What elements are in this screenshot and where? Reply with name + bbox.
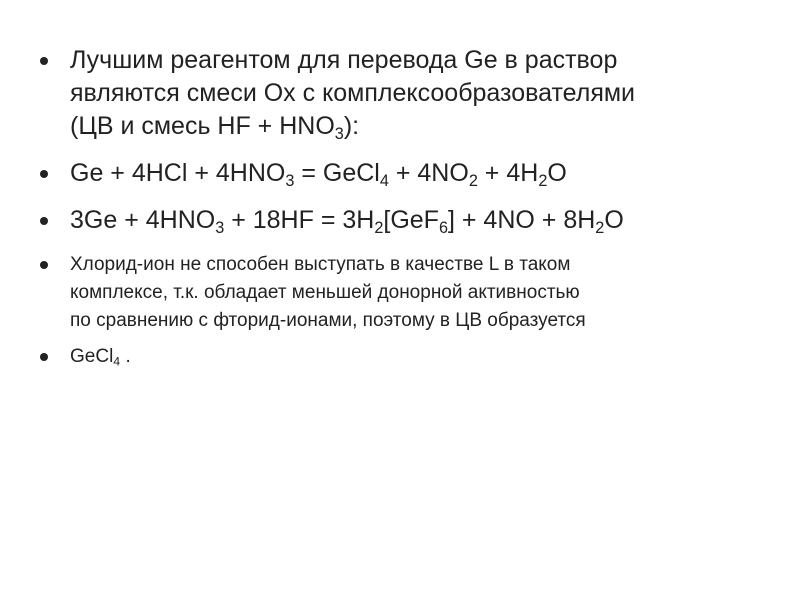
text-run: O bbox=[604, 206, 624, 234]
bullet-text-line: являются смеси Ox с комплексообразователями bbox=[70, 79, 636, 107]
bullet-dot-icon bbox=[40, 217, 48, 225]
text-run: + 18HF = 3H bbox=[224, 206, 375, 234]
subscript: 2 bbox=[595, 218, 605, 237]
text-run: GeCl bbox=[70, 346, 114, 367]
subscript: 6 bbox=[438, 218, 448, 237]
bullet-list bbox=[40, 44, 760, 379]
text-run: ): bbox=[343, 112, 360, 140]
bullet-text-line: Хлорид-ион не способен выступать в качестве L в таком bbox=[70, 254, 571, 275]
bullet-equation-hf bbox=[40, 204, 760, 237]
text-run: [GeF bbox=[383, 206, 439, 234]
formula-line bbox=[70, 343, 760, 371]
subscript: 2 bbox=[468, 171, 478, 190]
bullet-dot-icon bbox=[40, 57, 48, 65]
subscript: 3 bbox=[285, 171, 295, 190]
equation-line bbox=[70, 204, 760, 237]
subscript: 3 bbox=[215, 218, 225, 237]
text-run: ] + 4NO + 8H bbox=[448, 206, 596, 234]
text-run: Ge + 4HCl + 4HNO bbox=[70, 159, 286, 187]
bullet-text-line: Лучшим реагентом для перевода Ge в раствор bbox=[70, 46, 618, 74]
subscript: 4 bbox=[379, 171, 389, 190]
bullet-dot-icon bbox=[40, 170, 48, 178]
subscript: 2 bbox=[538, 171, 548, 190]
bullet-text-line: по сравнению с фторид-ионами, поэтому в ЦВ образуется bbox=[70, 310, 586, 331]
subscript: 2 bbox=[374, 218, 384, 237]
text-run: 3Ge + 4HNO bbox=[70, 206, 216, 234]
bullet-dot-icon bbox=[40, 353, 48, 361]
bullet-dot-icon bbox=[40, 261, 48, 269]
subscript: 3 bbox=[334, 124, 344, 143]
text-run: + 4NO bbox=[388, 159, 469, 187]
text-run: (ЦВ и смесь HF + HNO bbox=[70, 112, 335, 140]
bullet-text-line: комплексе, т.к. обладает меньшей донорной активностью bbox=[70, 282, 580, 303]
bullet-reagent bbox=[40, 44, 760, 143]
bullet-equation-hcl bbox=[40, 157, 760, 190]
text-run: O bbox=[547, 159, 567, 187]
bullet-text-line bbox=[70, 110, 760, 143]
bullet-chloride-note bbox=[40, 251, 760, 335]
bullet-gecl4 bbox=[40, 343, 760, 371]
text-run: . bbox=[120, 346, 131, 367]
text-run: = GeCl bbox=[294, 159, 380, 187]
subscript: 4 bbox=[113, 354, 121, 369]
equation-line bbox=[70, 157, 760, 190]
text-run: + 4H bbox=[477, 159, 539, 187]
